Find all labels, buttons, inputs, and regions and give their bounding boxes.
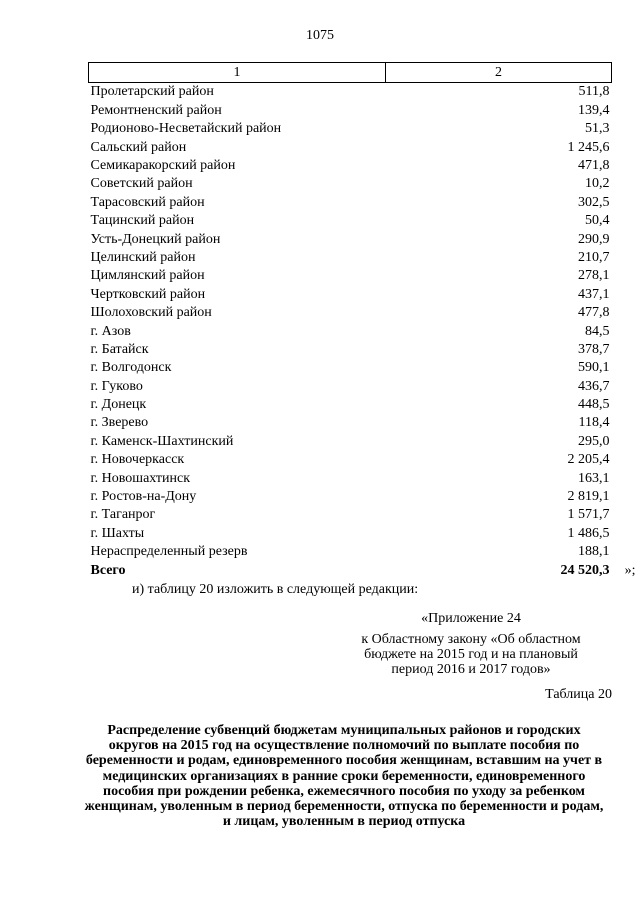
table-row bbox=[89, 414, 612, 432]
district-name: Пролетарский район bbox=[90, 84, 214, 100]
subsidy-value: 84,5 bbox=[585, 323, 610, 339]
table-row bbox=[89, 359, 612, 377]
table-row bbox=[89, 101, 612, 119]
page-number: 1075 bbox=[306, 28, 334, 43]
district-name: Семикаракорский район bbox=[90, 158, 236, 173]
district-name: Чертковский район bbox=[90, 286, 206, 302]
column-header-1: 1 bbox=[89, 63, 386, 83]
table-row bbox=[89, 543, 612, 561]
subsidy-value: 51,3 bbox=[585, 121, 610, 137]
total-cell bbox=[386, 561, 636, 579]
district-name: г. Зверево bbox=[90, 415, 149, 431]
subsidy-value: 139,4 bbox=[578, 102, 610, 118]
subsidy-value: 471,8 bbox=[578, 158, 610, 173]
table-row bbox=[89, 322, 612, 340]
table-row bbox=[89, 249, 612, 267]
district-name: г. Батайск bbox=[90, 341, 149, 357]
district-name: г. Таганрог bbox=[90, 507, 156, 523]
subsidy-value: 590,1 bbox=[578, 360, 610, 376]
subsidy-value: 1 571,7 bbox=[567, 507, 610, 523]
subsidy-value: 1 486,5 bbox=[567, 525, 610, 541]
table-row bbox=[89, 138, 612, 156]
district-name: г. Ростов-на-Дону bbox=[90, 489, 197, 505]
total-row bbox=[89, 561, 612, 579]
district-name: г. Шахты bbox=[90, 525, 145, 541]
district-name: Сальский район bbox=[90, 139, 187, 155]
table-row bbox=[89, 157, 612, 175]
table-row bbox=[89, 469, 612, 487]
district-name: г. Донецк bbox=[90, 397, 147, 413]
appendix-title: «Приложение 24 bbox=[421, 611, 521, 626]
subsidy-value: 378,7 bbox=[578, 341, 610, 357]
district-name: г. Гуково bbox=[90, 378, 143, 394]
table-number: Таблица 20 bbox=[545, 687, 612, 702]
subsidy-value: 2 205,4 bbox=[567, 452, 610, 468]
table-row bbox=[89, 175, 612, 193]
subsidy-value: 477,8 bbox=[578, 305, 610, 321]
subsidy-value: 10,2 bbox=[585, 176, 610, 192]
table-header-row bbox=[89, 63, 612, 83]
table-row bbox=[89, 488, 612, 506]
column-header-2: 2 bbox=[386, 63, 612, 83]
district-name: Целинский район bbox=[90, 249, 196, 265]
district-name: Нераспределенный резерв bbox=[90, 544, 248, 560]
district-name: г. Каменск-Шахтинский bbox=[90, 433, 234, 449]
district-name: Тарасовский район bbox=[90, 194, 205, 210]
appendix-line: к Областному закону «Об областном bbox=[361, 632, 581, 647]
subsidy-value: 290,9 bbox=[578, 231, 610, 247]
subsidy-value: 118,4 bbox=[578, 415, 610, 431]
closing-quote: »; bbox=[624, 562, 636, 578]
subsidy-value: 1 245,6 bbox=[567, 139, 610, 155]
table-row bbox=[89, 506, 612, 524]
subsidy-value: 50,4 bbox=[585, 213, 610, 229]
district-name: г. Волгодонск bbox=[90, 360, 172, 376]
appendix-line: период 2016 и 2017 годов» bbox=[391, 662, 551, 677]
table-row bbox=[89, 396, 612, 414]
total-value: 24 520,3 bbox=[560, 562, 610, 578]
subsidy-table bbox=[88, 62, 636, 580]
district-name: Тацинский район bbox=[90, 213, 195, 229]
total-value-wrap bbox=[560, 562, 636, 580]
total-label: Всего bbox=[90, 562, 126, 578]
table-row bbox=[89, 340, 612, 358]
district-name: Советский район bbox=[90, 176, 193, 192]
table-row bbox=[89, 230, 612, 248]
district-name: г. Новошахтинск bbox=[90, 470, 191, 486]
table-row bbox=[89, 267, 612, 285]
table-row bbox=[89, 524, 612, 542]
subsidy-value: 295,0 bbox=[578, 433, 610, 449]
table-row bbox=[89, 120, 612, 138]
district-name: Родионово-Несветайский район bbox=[90, 121, 282, 137]
subsidy-value: 278,1 bbox=[578, 268, 610, 284]
table-row bbox=[89, 83, 612, 102]
table-row bbox=[89, 451, 612, 469]
district-name: г. Азов bbox=[90, 323, 131, 339]
table-row bbox=[89, 193, 612, 211]
subsidy-value: 163,1 bbox=[578, 470, 610, 486]
subsidy-value: 188,1 bbox=[578, 544, 610, 560]
table-row bbox=[89, 377, 612, 395]
table-row bbox=[89, 304, 612, 322]
subsidy-value: 2 819,1 bbox=[567, 489, 610, 505]
table-row bbox=[89, 212, 612, 230]
district-name: Цимлянский район bbox=[90, 268, 205, 284]
appendix-reference bbox=[330, 611, 612, 677]
subsidy-value: 448,5 bbox=[578, 397, 610, 413]
district-name: Шолоховский район bbox=[90, 305, 212, 321]
district-name: Ремонтненский район bbox=[90, 102, 222, 118]
table-row bbox=[89, 432, 612, 450]
subsidy-value: 302,5 bbox=[578, 194, 610, 210]
amendment-instruction: и) таблицу 20 изложить в следующей редакции: bbox=[132, 582, 419, 597]
district-name: Усть-Донецкий район bbox=[90, 231, 221, 247]
table-heading: Распределение субвенций бюджетам муниципальных районов и городских округов на 2015 год на осуществление полномочий по выплате пособия по беременности и родам, единовременного пособия женщинам, вставшим на учет в медицинских организациях в ранние сроки беременности, единовременного пособия при рождении ребенка, ежемесячного пособия по уходу за ребенком женщинам, уволенным в период беременности, отпуска по беременности и родам, и лицам, уволенным в период отпуска bbox=[84, 723, 604, 830]
appendix-line: бюджете на 2015 год и на плановый bbox=[364, 647, 578, 662]
subsidy-value: 437,1 bbox=[578, 286, 610, 302]
subsidy-value: 511,8 bbox=[578, 84, 610, 100]
subsidy-value: 436,7 bbox=[578, 378, 610, 394]
table-row bbox=[89, 285, 612, 303]
district-name: г. Новочеркасск bbox=[90, 452, 185, 468]
subsidy-value: 210,7 bbox=[578, 249, 610, 265]
